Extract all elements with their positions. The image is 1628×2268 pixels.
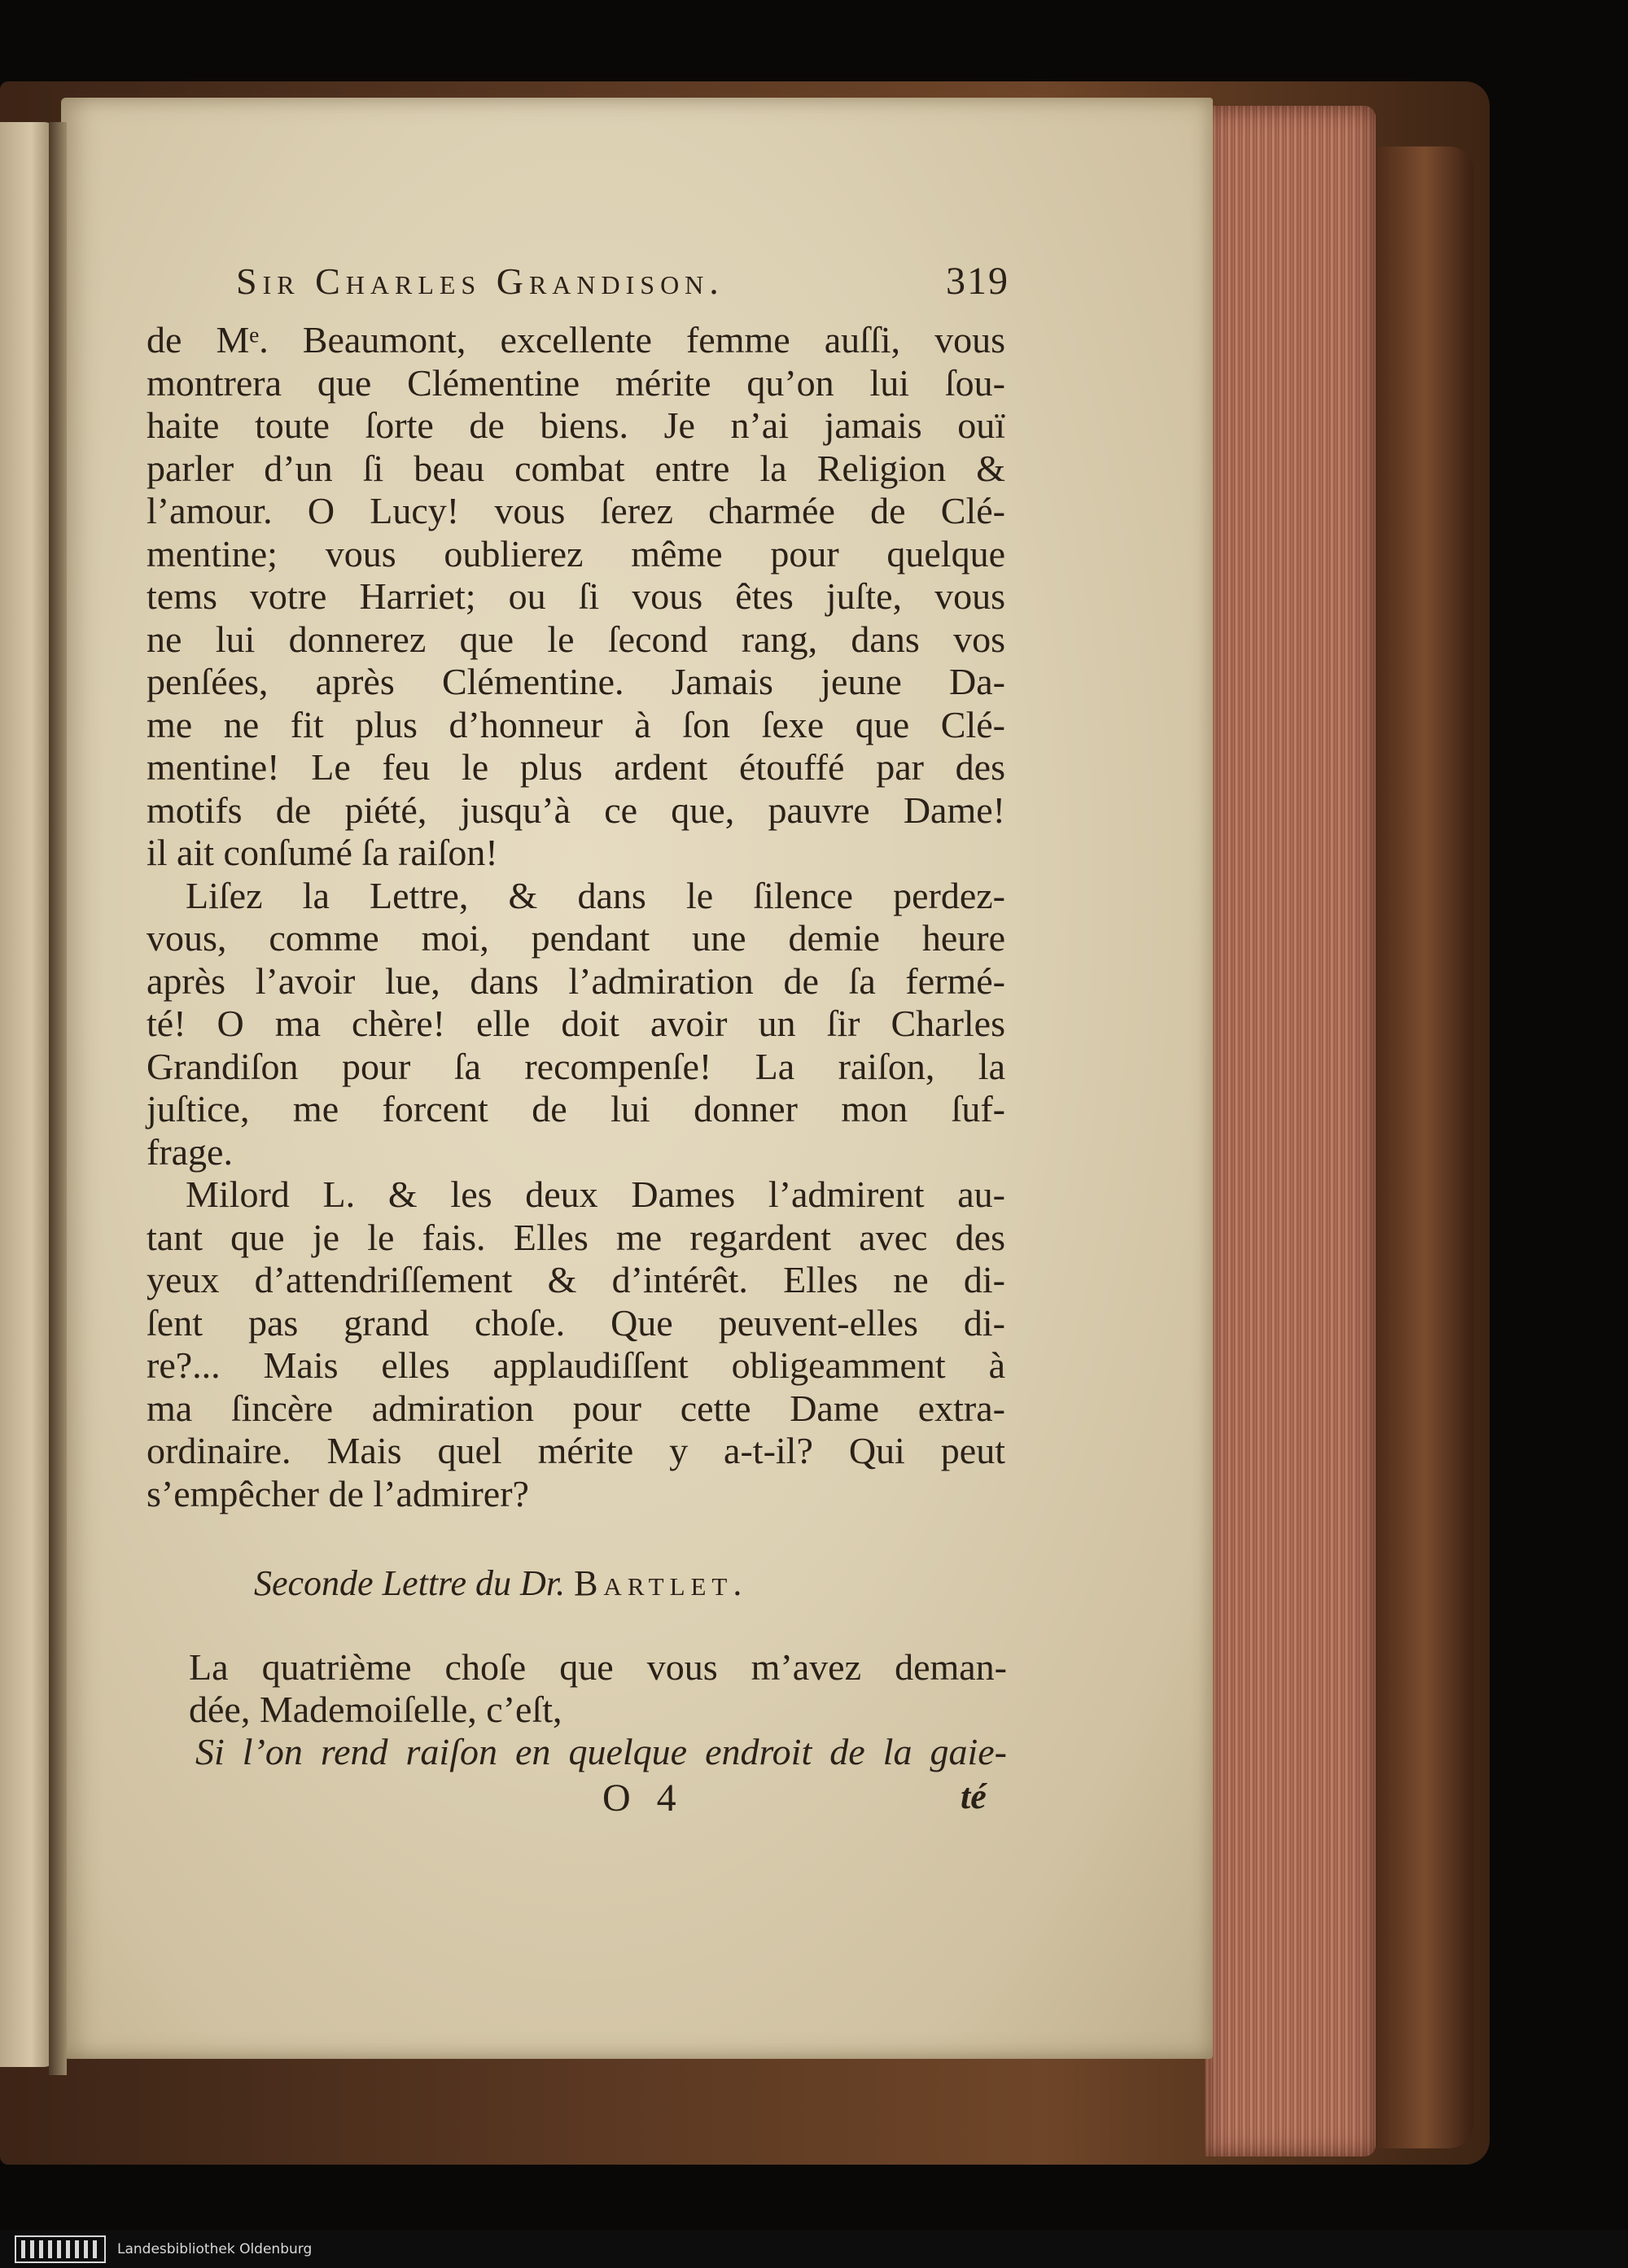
text-line: parler d’un ſi beau combat entre la Religion & bbox=[147, 447, 1005, 489]
text-line: tant que je le fais. Elles me regardent avec des bbox=[147, 1216, 1005, 1258]
text-line: montrera que Clémentine mérite qu’on lui ſou- bbox=[147, 361, 1005, 404]
text-line: mentine; vous oublierez même pour quelque bbox=[147, 532, 1005, 575]
text-line: ma ſincère admiration pour cette Dame extra- bbox=[147, 1387, 1005, 1429]
text-line: il ait conſumé ſa raiſon! bbox=[147, 832, 498, 873]
page-number: 319 bbox=[946, 260, 1009, 303]
text-line: mentine! Le feu le plus ardent étouffé par des bbox=[147, 746, 1005, 788]
text-line: tems votre Harriet; ou ſi vous êtes juſte, vous bbox=[147, 575, 1005, 617]
text-line: La quatrième choſe que vous m’avez deman- bbox=[189, 1646, 1007, 1688]
text-line: ſent pas grand choſe. Que peuvent-elles di- bbox=[147, 1301, 1005, 1344]
text-line: Milord L. & les deux Dames l’admirent au- bbox=[186, 1173, 1005, 1215]
text-line: dée, Mademoiſelle, c’eſt, bbox=[189, 1689, 562, 1730]
text-line: Grandiſon pour ſa recompenſe! La raiſon, la bbox=[147, 1045, 1005, 1087]
footer-bar bbox=[0, 2230, 1628, 2268]
text-line: ordinaire. Mais quel mérite y a-t-il? Qui peut bbox=[147, 1430, 1005, 1471]
text-line: Liſez la Lettre, & dans le ſilence perdez- bbox=[186, 874, 1005, 916]
text-line: s’empêcher de l’admirer? bbox=[147, 1472, 529, 1514]
text-line: de Mᵉ. Beaumont, excellente femme auſſi, vous bbox=[147, 319, 1005, 361]
text-line: re?... Mais elles applaudiſſent obligeamment à bbox=[147, 1344, 1005, 1386]
catchword: té bbox=[961, 1776, 987, 1816]
text-line: té! O ma chère! elle doit avoir un ſir Charles bbox=[147, 1003, 1005, 1044]
letter-text bbox=[189, 1646, 1007, 1773]
text-line: haite toute ſorte de biens. Je n’ai jamais ouï bbox=[147, 404, 1005, 446]
signature-mark: O 4 bbox=[602, 1776, 685, 1820]
running-title: Sir Charles Grandison. bbox=[236, 260, 724, 302]
letter-heading bbox=[254, 1562, 987, 1604]
running-head bbox=[236, 259, 1009, 304]
letter-heading-italic: Seconde Lettre du Dr. bbox=[254, 1563, 566, 1603]
page-gutter bbox=[49, 122, 67, 2075]
text-line: me ne fit plus d’honneur à ſon ſexe que Clé- bbox=[147, 703, 1005, 745]
text-line: après l’avoir lue, dans l’admiration de ſa fermé- bbox=[147, 959, 1005, 1002]
body-text bbox=[147, 319, 1005, 1515]
book-fore-edge-binding bbox=[1376, 146, 1473, 2148]
text-line: frage. bbox=[147, 1130, 233, 1173]
text-line: yeux d’attendriſſement & d’intérêt. Elles ne di- bbox=[147, 1259, 1005, 1300]
page-edges bbox=[1205, 106, 1376, 2157]
text-line: motifs de piété, jusqu’à ce que, pauvre Dame! bbox=[147, 789, 1005, 831]
library-logo-icon bbox=[15, 2235, 106, 2263]
text-line: ne lui donnerez que le ſecond rang, dans vos bbox=[147, 618, 1005, 660]
text-line: l’amour. O Lucy! vous ſerez charmée de Clé- bbox=[147, 490, 1005, 531]
text-line: Si l’on rend raiſon en quelque endroit de la gaie- bbox=[195, 1731, 1007, 1772]
letter-heading-name: Bartlet. bbox=[574, 1563, 748, 1603]
text-line: penſées, après Clémentine. Jamais jeune Da- bbox=[147, 661, 1005, 702]
text-line: vous, comme moi, pendant une demie heure bbox=[147, 917, 1005, 959]
text-line: juſtice, me forcent de lui donner mon ſuf- bbox=[147, 1088, 1005, 1130]
library-name: Landesbibliothek Oldenburg bbox=[117, 2240, 313, 2257]
